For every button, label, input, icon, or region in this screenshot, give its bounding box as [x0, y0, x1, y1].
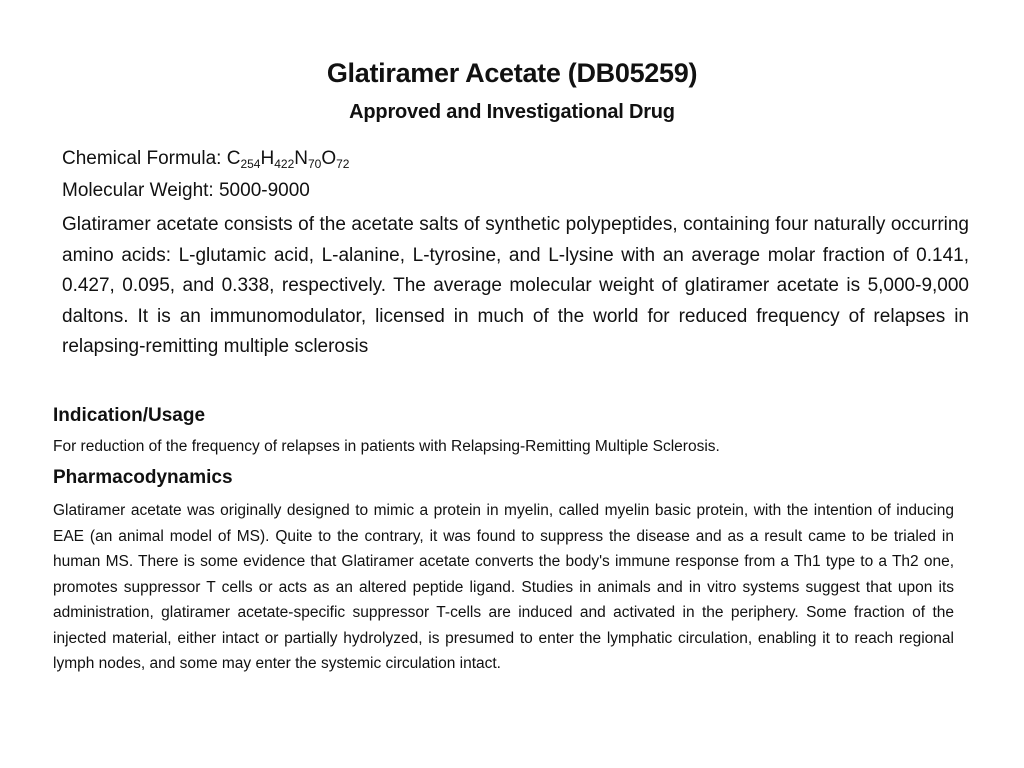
pharmacodynamics-heading: Pharmacodynamics: [53, 467, 233, 488]
drug-description: Glatiramer acetate consists of the acetate salts of synthetic polypeptides, containing four naturally occurring amino acids: L-glutamic acid, L-alanine, L-tyrosine, and L-lysine with an average molar fraction of 0.141, 0.427, 0.095, and 0.338, respectively. The average molecular weight of glatiramer acetate is 5,000-9,000 daltons. It is an immunomodulator, licensed in much of the world for reduced frequency of relapses in relapsing-remitting multiple sclerosis: [62, 214, 969, 357]
chemical-formula: [62, 144, 969, 176]
drug-details: [53, 402, 954, 677]
formula-count-c: 254: [240, 157, 261, 171]
indication-heading: Indication/Usage: [53, 405, 206, 426]
slide-subtitle: Approved and Investigational Drug: [349, 101, 675, 123]
chemical-formula-label: Chemical Formula:: [62, 148, 227, 169]
formula-count-n: 70: [307, 157, 322, 171]
indication-text: For reduction of the frequency of relapses in patients with Relapsing-Remitting Multiple Sclerosis.: [53, 438, 720, 455]
slide-title: Glatiramer Acetate (DB05259): [326, 58, 698, 88]
formula-count-o: 72: [336, 157, 350, 171]
pharmacodynamics-text: Glatiramer acetate was originally designed to mimic a protein in myelin, called myelin basic protein, with the intention of inducing EAE (an animal model of MS). Quite to the contrary, it was found to suppress the disease and as a result came to be trialed in human MS. There is some evidence that Glatiramer acetate converts the body's immune response from a Th1 type to a Th2 one, promotes suppressor T cells or acts as an altered peptide ligand. Studies in animals and in vitro systems suggest that upon its administration, glatiramer acetate-specific suppressor T-cells are induced and activated in the periphery. Some fraction of the injected material, either intact or partially hydrolyzed, is presumed to enter the lymphatic circulation, enabling it to reach regional lymph nodes, and some may enter the systemic circulation intact.: [53, 502, 954, 672]
formula-element-c: C: [226, 148, 241, 169]
molecular-weight: Molecular Weight: 5000-9000: [62, 180, 310, 201]
formula-element-h: H: [260, 148, 275, 169]
drug-summary: [62, 144, 969, 363]
formula-element-n: N: [294, 148, 308, 169]
formula-count-h: 422: [274, 157, 295, 171]
formula-element-o: O: [321, 148, 337, 169]
